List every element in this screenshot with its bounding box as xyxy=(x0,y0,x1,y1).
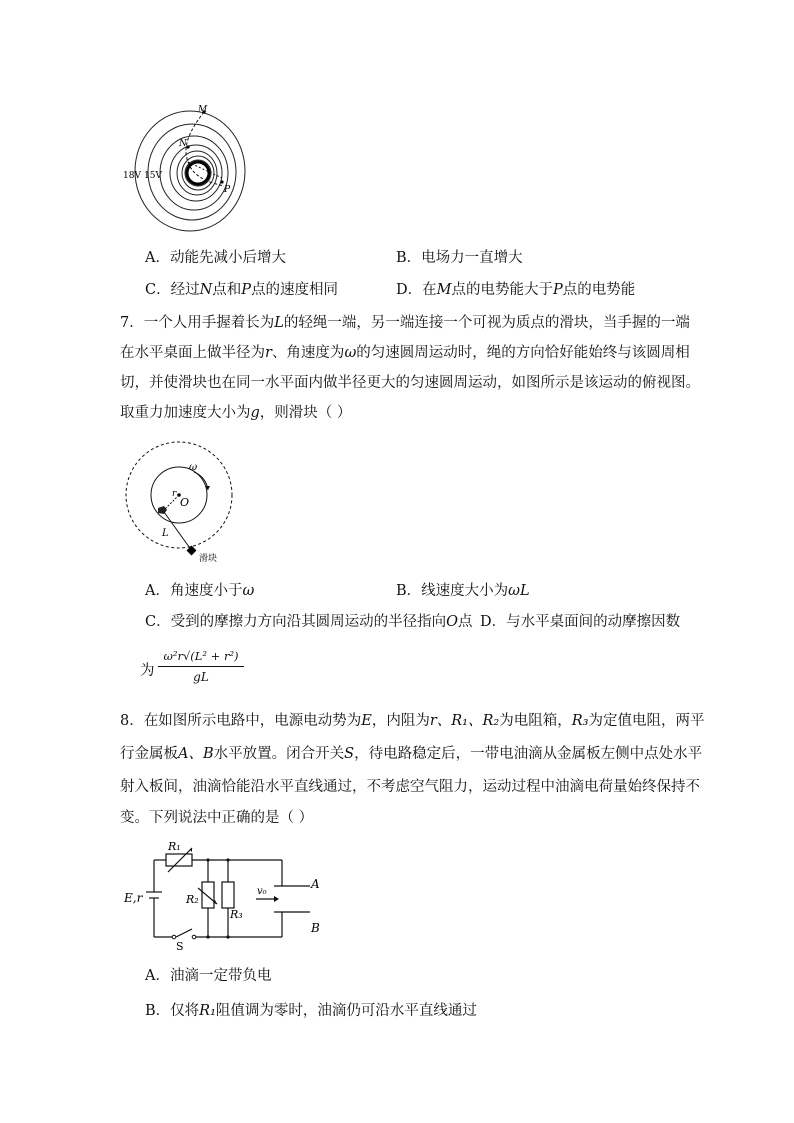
label-r: r xyxy=(172,489,177,499)
q7-stem-line-3: 切，并使滑块也在同一水平面内做半径更大的匀速圆周运动，如图所示是该运动的俯视图。 xyxy=(120,375,700,391)
q7-stem-line-1: 7．一个人用手握着长为L的轻绳一端，另一端连接一个可视为质点的滑块，当手握的一端 xyxy=(120,315,690,331)
q7-option-d: D．与水平桌面间的动摩擦因数 xyxy=(480,614,681,630)
label-L: L xyxy=(162,528,169,539)
q6-option-c: C．经过N点和P点的速度相同 xyxy=(145,282,339,298)
label-A: A xyxy=(311,877,320,891)
q6-option-d: D．在M点的电势能大于P点的电势能 xyxy=(396,282,636,298)
label-omega: ω xyxy=(189,462,198,473)
q6-option-b: B．电场力一直增大 xyxy=(396,250,523,266)
circular-motion-figure xyxy=(118,440,248,570)
label-18V: 18V xyxy=(123,171,141,181)
q7-option-a: A．角速度小于ω xyxy=(145,583,255,599)
label-slider: 滑块 xyxy=(199,554,218,564)
q8-option-b: B．仅将R₁阻值调为零时，油滴仍可沿水平直线通过 xyxy=(145,1003,477,1019)
q7-option-c: C．受到的摩擦力方向沿其圆周运动的半径指向O点 xyxy=(145,614,473,630)
label-S: S xyxy=(176,940,184,953)
fraction-denominator: gL xyxy=(193,670,209,684)
q8-stem-line-2: 行金属板A、B水平放置。闭合开关S，待电路稳定后，一带电油滴从金属板左侧中点处水平 xyxy=(120,746,703,762)
label-B: B xyxy=(311,921,320,935)
label-R3: R₃ xyxy=(230,908,243,921)
fraction-numerator: ω²r√(L² + r²) xyxy=(163,649,239,663)
label-P: P xyxy=(224,185,231,195)
q6-option-a: A．动能先减小后增大 xyxy=(145,250,286,266)
q8-stem-line-1: 8．在如图所示电路中，电源电动势为E，内阻为r、R₁、R₂为电阻箱，R₃为定值电阻，两平 xyxy=(120,713,705,729)
label-N: N xyxy=(179,139,187,149)
label-O: O xyxy=(180,496,190,509)
label-15V: 15V xyxy=(144,171,162,181)
label-R1: R₁ xyxy=(168,840,181,853)
label-R2: R₂ xyxy=(186,893,199,906)
q8-option-a: A．油滴一定带负电 xyxy=(145,968,272,984)
circuit-figure xyxy=(124,840,329,953)
q8-stem-line-4: 变。下列说法中正确的是（ ） xyxy=(120,810,314,826)
label-Er: E,r xyxy=(124,891,143,905)
q7-stem-line-4: 取重力加速度大小为g，则滑块（ ） xyxy=(120,405,352,421)
q8-stem-line-3: 射入板间，油滴恰能沿水平直线通过，不考虑空气阻力，运动过程中油滴电荷量始终保持不 xyxy=(120,779,700,795)
q7-stem-line-2: 在水平桌面上做半径为r、角速度为ω的匀速圆周运动时，绳的方向恰好能始终与该圆周相 xyxy=(120,345,690,361)
label-v0: v₀ xyxy=(257,886,267,897)
equipotential-figure xyxy=(118,100,248,235)
label-M: M xyxy=(198,105,208,115)
q7-option-b: B．线速度大小为ωL xyxy=(396,583,530,599)
